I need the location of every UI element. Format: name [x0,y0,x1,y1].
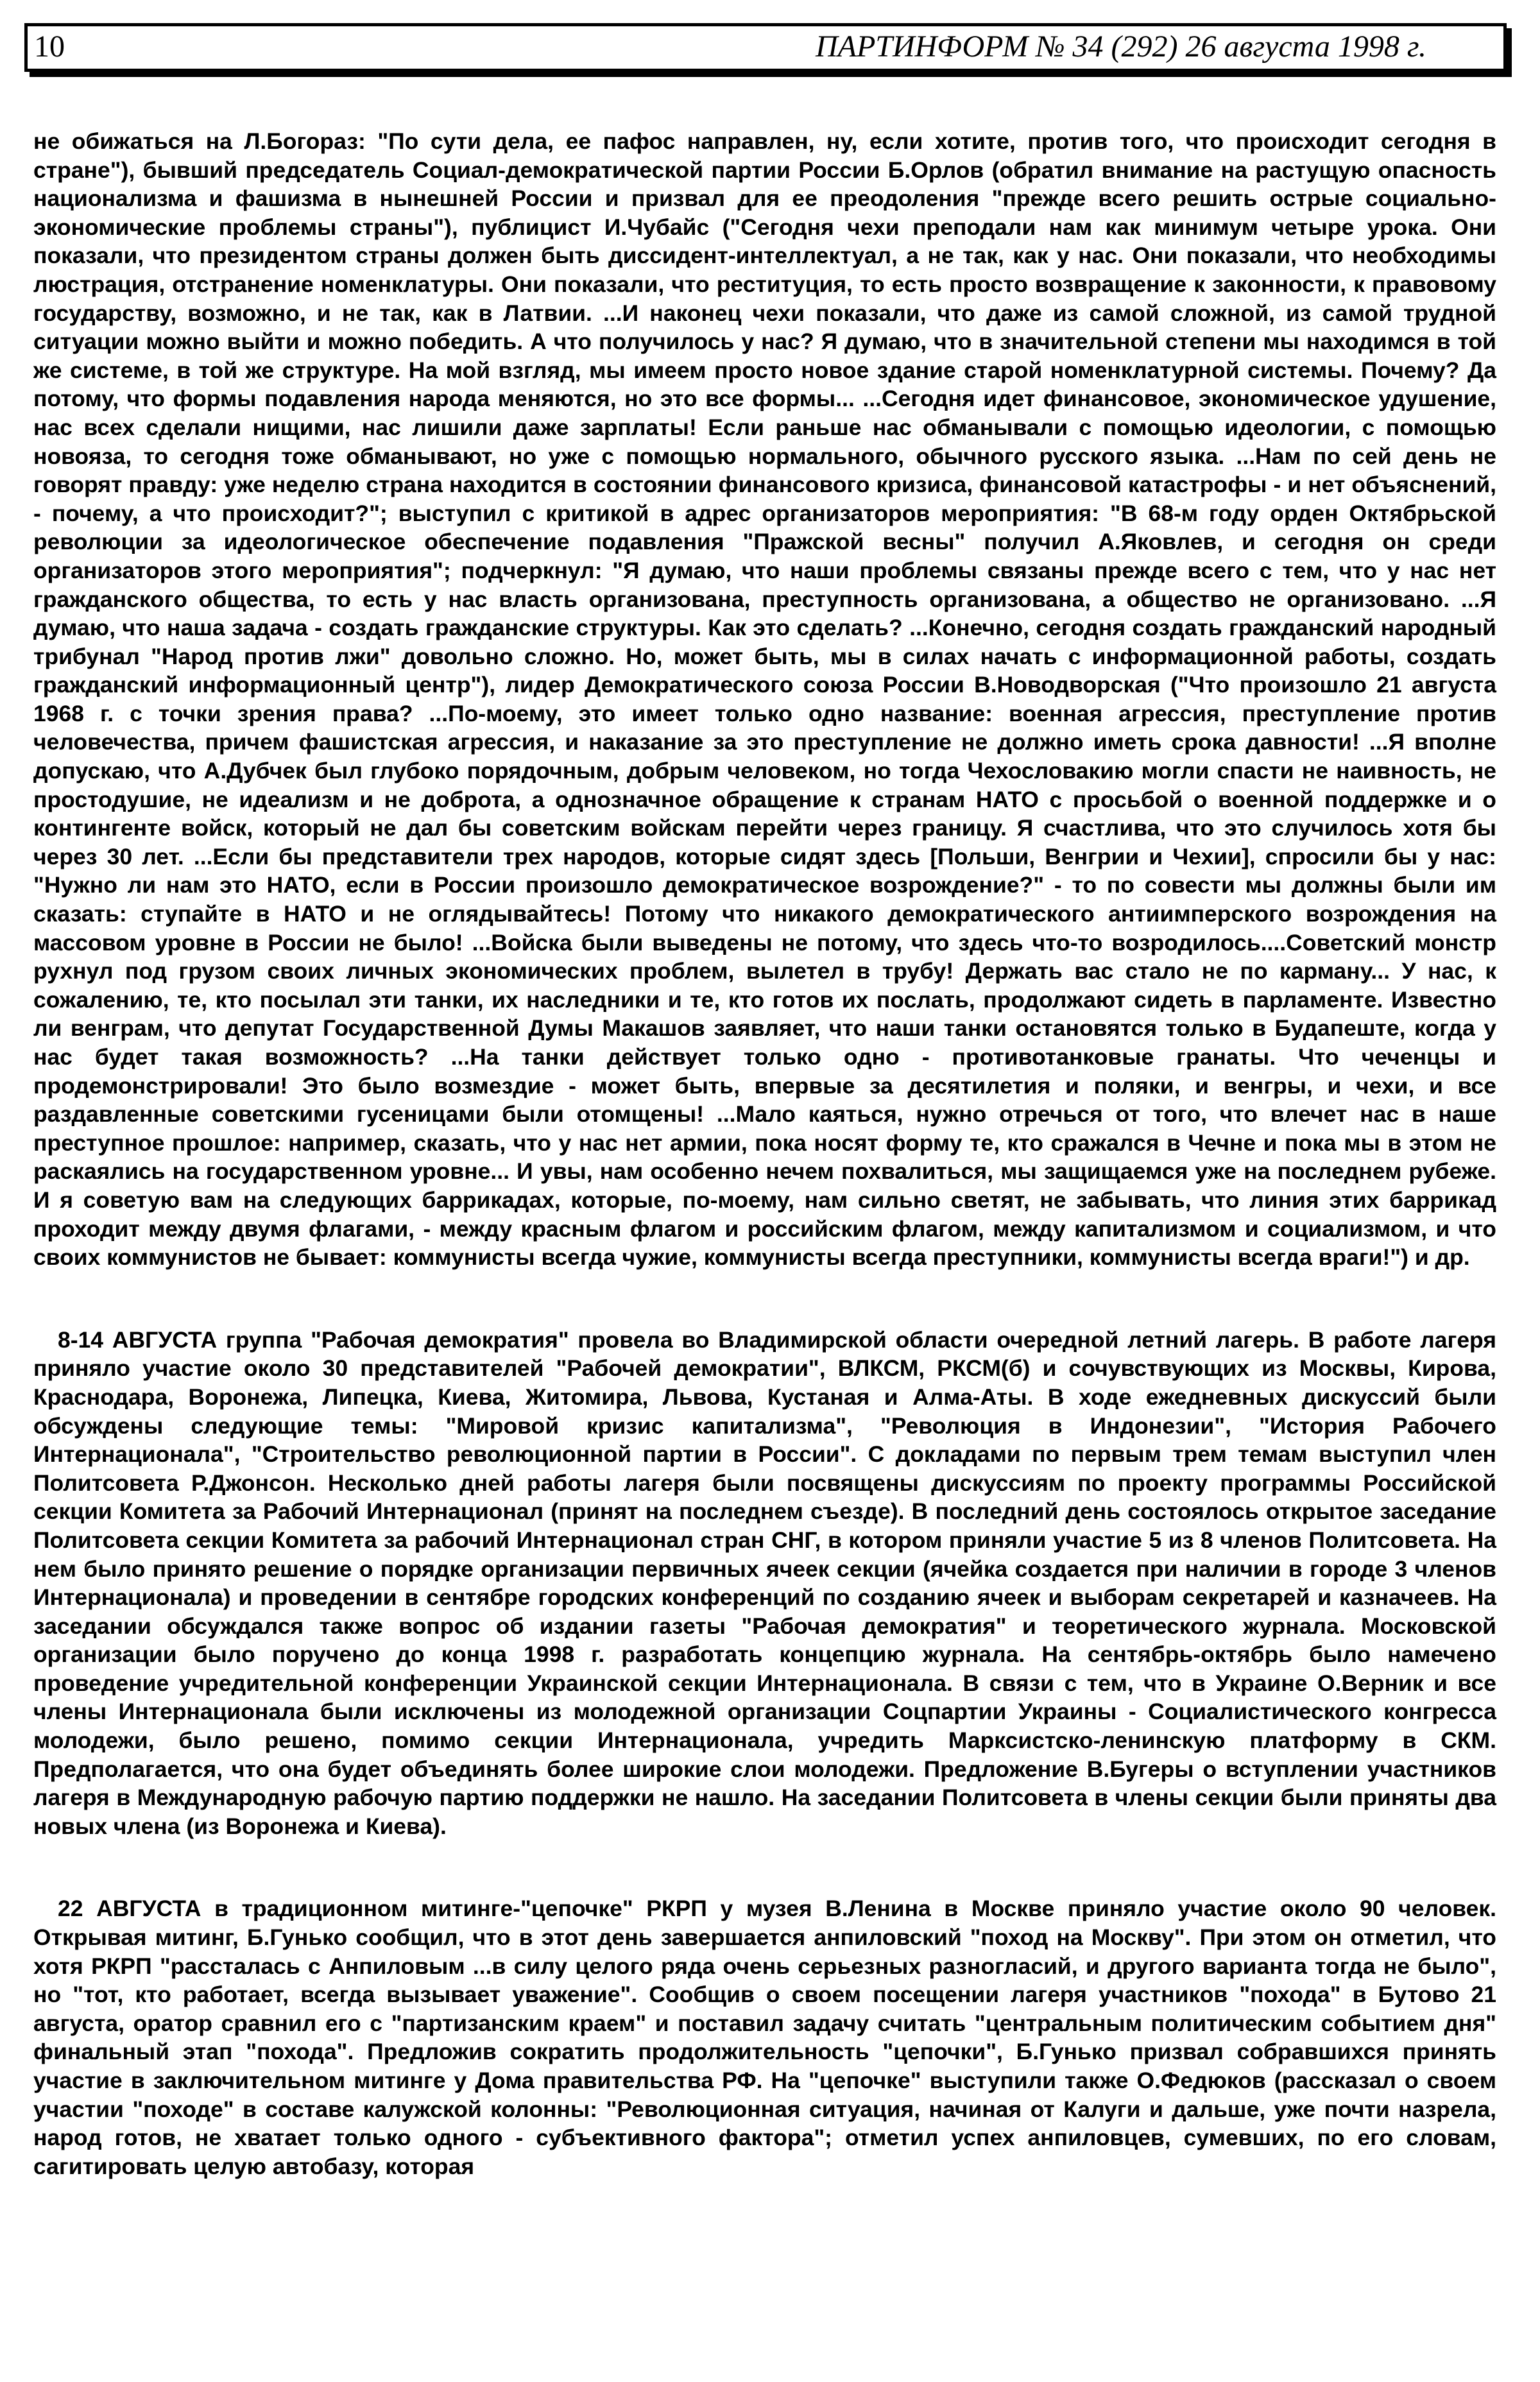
paragraph: не обижаться на Л.Богораз: "По сути дела, ее пафос направлен, ну, если хотите, против того, что происходит сегодня в стране"), бывший председатель Социал-демократической партии России Б.Орлов (обратил внимание на растущую опасность национализма и фашизма в нынешней России и призвал для ее преодоления "прежде всего решить острые социально-экономические проблемы страны"), публицист И.Чубайс ("Сегодня чехи преподали нам как минимум четыре урока. Они показали, что президентом страны должен быть диссидент-интеллектуал, а не так, как у нас. Они показали, что необходимы люстрация, отстранение номенклатуры. Они показали, что реституция, то есть просто возвращение к законности, к правовому государству, возможно, и не так, как в Латвии. ...И наконец чехи показали, что даже из самой сложной, из самой трудной ситуации можно выйти и можно победить. А что получилось у нас? Я думаю, что в значительной степени мы находимся в той же системе, в той же структуре. На мой взгляд, мы имеем просто новое здание старой номенклатурной системы. Почему? Да потому, что формы подавления народа меняются, но это все формы... ...Сегодня идет финансовое, экономическое удушение, нас всех сделали нищими, нас лишили даже зарплаты! Если раньше нас обманывали с помощью идеологии, с помощью новояза, то сегодня тоже обманывают, но уже с помощью нормального, обычного русского языка. ...Нам по сей день не говорят правду: уже неделю страна находится в состоянии финансового кризиса, финансовой катастрофы - и нет объяснений, - почему, а что происходит?"; выступил с критикой в адрес организаторов мероприятия: "В 68-м году орден Октябрьской революции за идеологическое обеспечение подавления "Пражской весны" получил А.Яковлев, и сегодня он среди организаторов этого мероприятия"; подчеркнул: "Я думаю, что наши проблемы связаны прежде всего с тем, что у нас нет гражданского общества, то есть у нас власть организована, преступность организована, а общество не организовано. ...Я думаю, что наша задача - создать гражданские структуры. Как это сделать? ...Конечно, сегодня создать гражданский народный трибунал "Народ против лжи" довольно сложно. Но, может быть, мы в силах начать с информационной работы, создать гражданский информационный центр"), лидер Демократического союза России В.Новодворская ("Что произошло 21 августа 1968 г. с точки зрения права? ...По-моему, это имеет только одно название: военная агрессия, преступление против человечества, причем фашистская агрессия, и наказание за это преступление не должно иметь срока давности! ...Я вполне допускаю, что А.Дубчек был глубоко порядочным, добрым человеком, но тогда Чехословакию могли спасти не наивность, не простодушие, не идеализм и не доброта, а однозначное обращение к странам НАТО с просьбой о военной поддержке и о контингенте войск, который не дал бы советским войскам перейти через границу. Я счастлива, что это случилось хотя бы через 30 лет. ...Если бы представители трех народов, которые сидят здесь [Польши, Венгрии и Чехии], спросили бы у нас: "Нужно ли нам это НАТО, если в России произошло демократическое возрождение?" - то по совести мы должны были им сказать: ступайте в НАТО и не оглядывайтесь! Потому что никакого демократического антиимперского возрождения на массовом уровне в России не было! ...Войска были выведены не потому, что здесь что-то возродилось....Советский монстр рухнул под грузом своих личных экономических проблем, вылетел в трубу! Держать вас стало не по карману... У нас, к сожалению, те, кто посылал эти танки, их наследники и те, кто готов их послать, продолжают сидеть в парламенте. Известно ли венграм, что депутат Государственной Думы Макашов заявляет, что наши танки остановятся только в Будапеште, когда у нас будет такая возможность? ...На танки действует только одно - противотанковые гранаты. Что чеченцы и продемонстрировали! Это было возмездие - может быть, впервые за десятилетия и поляки, и венгры, и чехи, и все раздавленные советскими гусеницами были отомщены! ...Мало каяться, нужно отречься от того, что влечет нас в наше преступное прошлое: например, сказать, что у нас нет армии, пока носят форму те, кто сражался в Чечне и пока мы в этом не раскаялись на государственном уровне... И увы, нам особенно нечем похвалиться, мы защищаемся уже на последнем рубеже. И я советую вам на следующих баррикадах, которые, по-моему, нам сильно светят, не забывать, что линия этих баррикад проходит между двумя флагами, - между красным флагом и российским флагом, между капитализмом и социализмом, и что своих коммунистов не бывает: коммунисты всегда чужие, коммунисты всегда преступники, коммунисты всегда враги!") и др. [33,128,1496,1271]
page-number: 10 [34,30,65,64]
paragraph: 22 АВГУСТА в традиционном митинге-"цепочке" РКРП у музея В.Ленина в Москве приняло участие около 90 человек. Открывая митинг, Б.Гунько сообщил, что в этот день завершается анпиловский "поход на Москву". При этом он отметил, что хотя РКРП "рассталась с Анпиловым ...в силу целого ряда очень серьезных разногласий, и другого варианта тогда не было", но "тот, кто работает, всегда вызывает уважение". Сообщив о своем посещении лагеря участников "похода" в Бутово 21 августа, оратор сравнил его с "партизанским краем" и поставил задачу считать "центральным политическим событием дня" финальный этап "похода". Предложив сократить продолжительность "цепочки", Б.Гунько призвал собравшихся принять участие в заключительном митинге у Дома правительства РФ. На "цепочке" выступили также О.Федюков (рассказал о своем участии "походе" в составе калужской колонны: "Революционная ситуация, начиная от Калуги и дальше, уже почти назрела, народ готов, не хватает только одного - субъективного фактора"; отметил успех анпиловцев, сумевших, по его словам, сагитировать целую автобазу, которая [33,1896,1496,2179]
paragraph: 8-14 АВГУСТА группа "Рабочая демократия" провела во Владимирской области очередной летний лагерь. В работе лагеря приняло участие около 30 представителей "Рабочей демократии", ВЛКСМ, РКСМ(б) и сочувствующих из Москвы, Кирова, Краснодара, Воронежа, Липецка, Киева, Житомира, Львова, Кустаная и Алма-Аты. В ходе ежедневных дискуссий были обсуждены следующие темы: "Мировой кризис капитализма", "Революция в Индонезии", "История Рабочего Интернационала", "Строительство революционной партии в России". С докладами по первым трем темам выступил член Политсовета Р.Джонсон. Несколько дней работы лагеря были посвящены дискуссиям по проекту программы Российской секции Комитета за Рабочий Интернационал (принят на последнем съезде). В последний день состоялось открытое заседание Политсовета секции Комитета за рабочий Интернационал стран СНГ, в котором приняли участие 5 из 8 членов Политсовета. На нем было принято решение о порядке организации первичных ячеек секции (ячейка создается при наличии в городе 3 членов Интернационала) и проведении в сентябре городских конференций по созданию ячеек и выборам секретарей и казначеев. На заседании обсуждался также вопрос об издании газеты "Рабочая демократия" и теоретического журнала. Московской организации было поручено до конца 1998 г. разработать концепцию журнала. На сентябрь-октябрь было намечено проведение учредительной конференции Украинской секции Интернационала. В связи с тем, что в Украине О.Верник и все члены Интернационала были исключены из молодежной организации Соцпартии Украины - Социалистического конгресса молодежи, было решено, помимо секции Интернационала, учредить Марксистско-ленинскую платформу в СКМ. Предполагается, что она будет объединять более широкие слои молодежи. Предложение В.Бугеры о вступлении участников лагеря в Международную рабочую партию поддержки не нашло. На заседании Политсовета в члены секции были приняты два новых члена (из Воронежа и Киева). [33,1326,1496,1839]
page-header [24,23,1507,72]
article-body [33,127,1496,2234]
masthead: ПАРТИНФОРМ № 34 (292) 26 августа 1998 г. [815,30,1426,64]
